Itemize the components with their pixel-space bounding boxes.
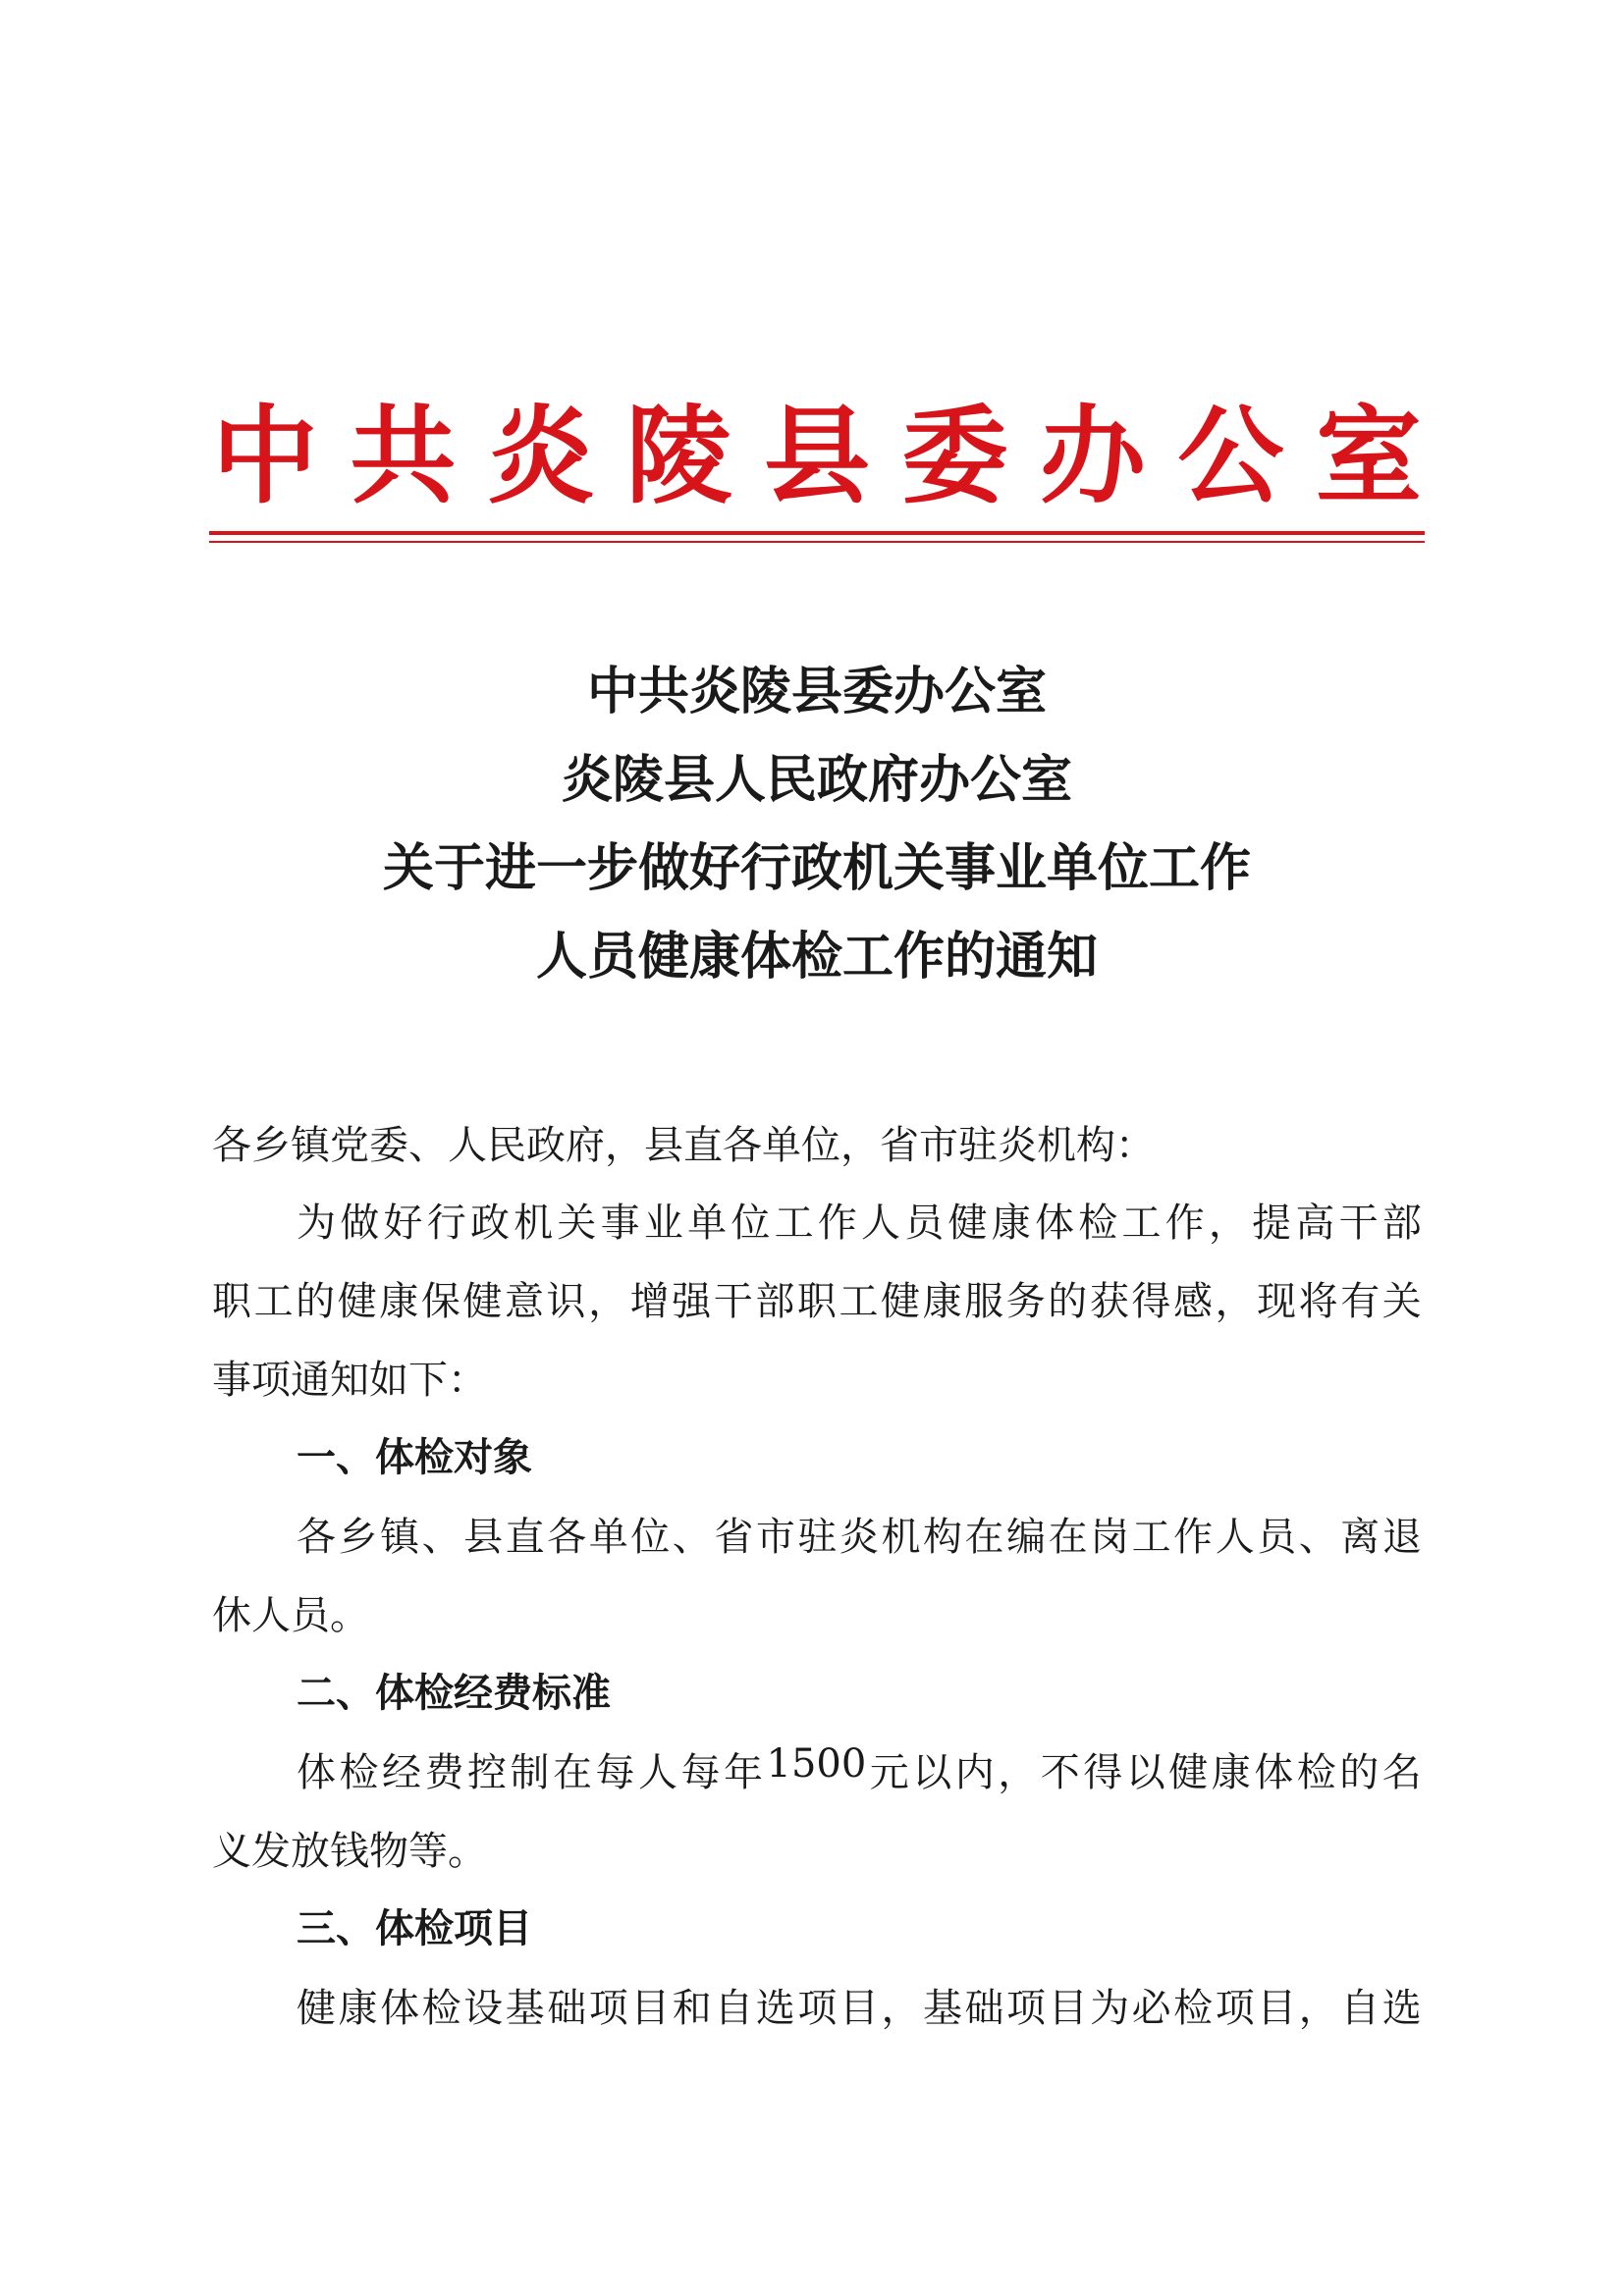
masthead-red-rule-thin [209, 541, 1425, 543]
section-2-heading: 二、体检经费标准 [297, 1671, 611, 1716]
intro-paragraph-line-2 [212, 1270, 1422, 1326]
section-2-line-1-wrap [212, 1741, 1422, 1797]
section-2-line-2: 义发放钱物等。 [212, 1829, 487, 1874]
intro-line-2: 职 工 的 健 康 保 健 意 识 ， 增 强 干 部 职 工 健 康 服 务 的 获 得 感 ， 现 将 有 关 [212, 1279, 1422, 1324]
document-title [209, 648, 1425, 1001]
title-line-1: 中共炎陵县委办公室 [586, 662, 1047, 721]
section-1-heading: 一、体检对象 [297, 1435, 532, 1480]
title-line-3: 关于进一步做好行政机关事业单位工作 [382, 838, 1251, 898]
section-3-line-1-wrap [212, 1977, 1422, 2033]
section-2-line-2-wrap [212, 1820, 1422, 1876]
salutation [212, 1114, 1422, 1170]
masthead-org-name: 中 共 炎 陵 县 委 办 公 室 [212, 395, 1422, 518]
section-3-line-1: 健 康 体 检 设 基 础 项 目 和 自 选 项 目 ， 基 础 项 目 为 必 检 项 目 ， 自 选 [297, 1986, 1422, 2031]
intro-line-1: 为 做 好 行 政 机 关 事 业 单 位 工 作 人 员 健 康 体 检 工 作 ， 提 高 干 部 [297, 1201, 1422, 1246]
section-1-line-1: 各 乡 镇 、 县 直 各 单 位 、 省 市 驻 炎 机 构 在 编 在 岗 工 作 人 员 、 离 退 [297, 1515, 1422, 1560]
section-3-heading: 三、体检项目 [297, 1906, 532, 1951]
intro-line-3: 事项通知如下： [212, 1358, 487, 1403]
salutation-text: 各乡镇党委、人民政府，县直各单位，省市驻炎机构： [212, 1123, 1155, 1168]
masthead-red-rule-thick [209, 531, 1425, 535]
intro-paragraph-line-3 [212, 1349, 1422, 1405]
intro-paragraph-line-1 [212, 1192, 1422, 1248]
section-2-line-1: 体 检 经 费 控 制 在 每 人 每 年 1500 元 以 内 ， 不 得 以 健 康 体 检 的 名 [297, 1741, 1422, 1795]
section-1-line-2-wrap [212, 1584, 1422, 1640]
section-1-line-2: 休人员。 [212, 1593, 369, 1638]
title-line-2: 炎陵县人民政府办公室 [561, 750, 1072, 810]
title-line-4: 人员健康体检工作的通知 [535, 927, 1098, 987]
section-1-line-1-wrap [212, 1506, 1422, 1562]
